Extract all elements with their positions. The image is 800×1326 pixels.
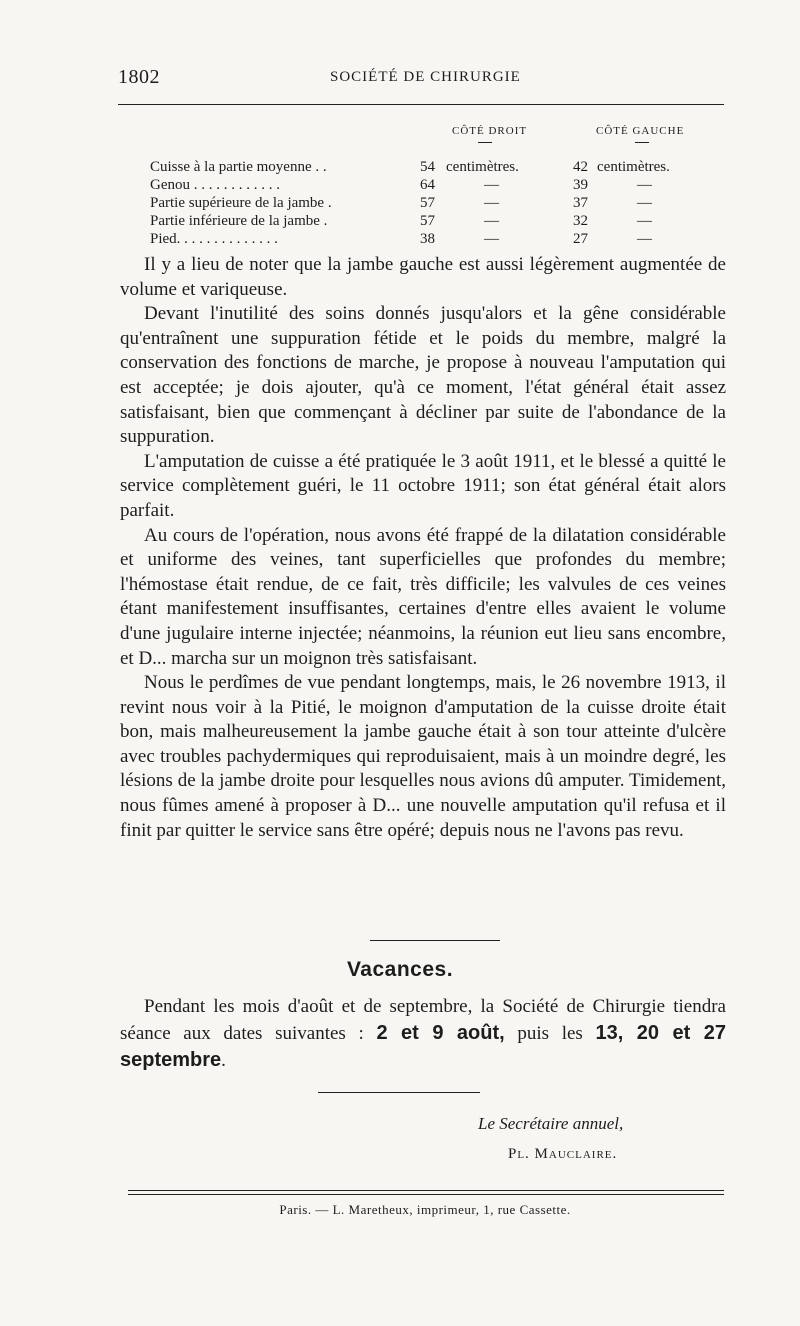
signature-rule — [318, 1092, 480, 1093]
paragraph: Nous le perdîmes de vue pendant longtemps, mais, le 26 novembre 1913, il revint nous voir à la Pitié, le moignon d'amputation de la cuisse droite était bon, mais malheureusement la jambe gauche était à son tour atteinte d'ulcère avec troubles pachydermiques qui reproduisaient, mais à un moindre degré, les lésions de la jambe droite pour lesquelles nous avions dû amputer. Timidement, nous fûmes amené à proposer à D... une nouvelle amputation qu'il refusa et il finit par quitter le service sans être opéré; depuis nous ne l'avons pas revu. — [120, 672, 726, 841]
right-value: 38 — [420, 231, 435, 247]
header-rule — [118, 104, 724, 105]
column-header-right: CÔTÉ DROIT — [452, 125, 528, 137]
signature-title: Le Secrétaire annuel, — [478, 1114, 624, 1133]
section-rule — [370, 940, 500, 941]
left-unit: centimètres. — [597, 159, 670, 175]
running-head — [118, 66, 723, 92]
right-unit: — — [484, 213, 499, 229]
left-value: 27 — [573, 231, 588, 247]
section-title: Vacances. — [346, 958, 454, 981]
table-row — [150, 194, 730, 212]
left-value: 39 — [573, 177, 588, 193]
journal-title: SOCIÉTÉ DE CHIRURGIE — [330, 69, 521, 85]
left-value: 42 — [573, 159, 588, 175]
notice-text: Pendant les mois d'août et de septembre, la Société de Chirurgie tiendra séance aux dates suivantes : — [120, 996, 726, 1044]
paragraph: Il y a lieu de noter que la jambe gauche est aussi légèrement augmentée de volume et variqueuse. — [120, 254, 726, 300]
august-dates: 2 et 9 août, — [376, 1022, 505, 1044]
right-unit: — — [484, 231, 499, 247]
notice-paragraph — [120, 994, 726, 1074]
row-label: Pied. . . . . . . . . . . . . . — [150, 231, 278, 247]
notice-text: . — [221, 1050, 226, 1071]
left-unit: — — [637, 195, 652, 211]
paragraph: Devant l'inutilité des soins donnés jusqu'alors et la gêne considérable qu'entraînent une suppuration fétide et le poids du membre, malgré la conservation des fonctions de marche, je propose à nouveau l'amputation qui est acceptée; je dois ajouter, qu'à ce moment, l'état général était assez satisfaisant, bien que commençant à décliner par suite de l'abondance de la suppuration. — [120, 303, 726, 448]
table-row — [150, 212, 730, 230]
right-value: 64 — [420, 177, 435, 193]
left-unit: — — [637, 177, 652, 193]
left-value: 37 — [573, 195, 588, 211]
table-row — [150, 158, 730, 176]
notice-text: puis les — [504, 1023, 596, 1044]
row-label: Partie supérieure de la jambe . — [150, 195, 332, 211]
page-number: 1802 — [118, 66, 160, 88]
left-unit: — — [637, 213, 652, 229]
right-unit: — — [484, 195, 499, 211]
left-value: 32 — [573, 213, 588, 229]
table-row — [150, 230, 730, 248]
signature-name: Pl. Mauclaire. — [508, 1146, 618, 1162]
right-value: 54 — [420, 159, 435, 175]
footer-rule — [128, 1194, 724, 1195]
right-value: 57 — [420, 195, 435, 211]
right-unit: centimètres. — [446, 159, 519, 175]
right-value: 57 — [420, 213, 435, 229]
paragraph: Au cours de l'opération, nous avons été frappé de la dilatation considérable et uniforme des veines, tant superficielles que profondes du membre; l'hémostase était rendue, de ce fait, très difficile; les valvules de ces veines étant manifestement insuffisantes, certaines d'entre elles avaient le volume d'une jugulaire interne injectée; néanmoins, la réunion eut lieu sans encombre, et D... marcha sur un moignon très satisfaisant. — [120, 524, 726, 669]
left-unit: — — [637, 231, 652, 247]
footer-rule — [128, 1190, 724, 1191]
body-text — [120, 253, 726, 843]
row-label: Cuisse à la partie moyenne . . — [150, 159, 327, 175]
paragraph: L'amputation de cuisse a été pratiquée le 3 août 1911, et le blessé a quitté le service complètement guéri, le 11 octobre 1911; son état général était alors parfait. — [120, 450, 726, 521]
row-label: Partie inférieure de la jambe . — [150, 213, 328, 229]
vacances-notice — [120, 994, 726, 1074]
column-header-left: CÔTÉ GAUCHE — [596, 125, 685, 137]
column-header-dash — [635, 142, 649, 143]
row-label: Genou . . . . . . . . . . . . — [150, 177, 280, 193]
table-row — [150, 176, 730, 194]
right-unit: — — [484, 177, 499, 193]
column-header-dash — [478, 142, 492, 143]
printer-imprint: Paris. — L. Maretheux, imprimeur, 1, rue Cassette. — [279, 1202, 571, 1217]
september-dates: 13, 20 et 27 septembre — [120, 1022, 727, 1071]
